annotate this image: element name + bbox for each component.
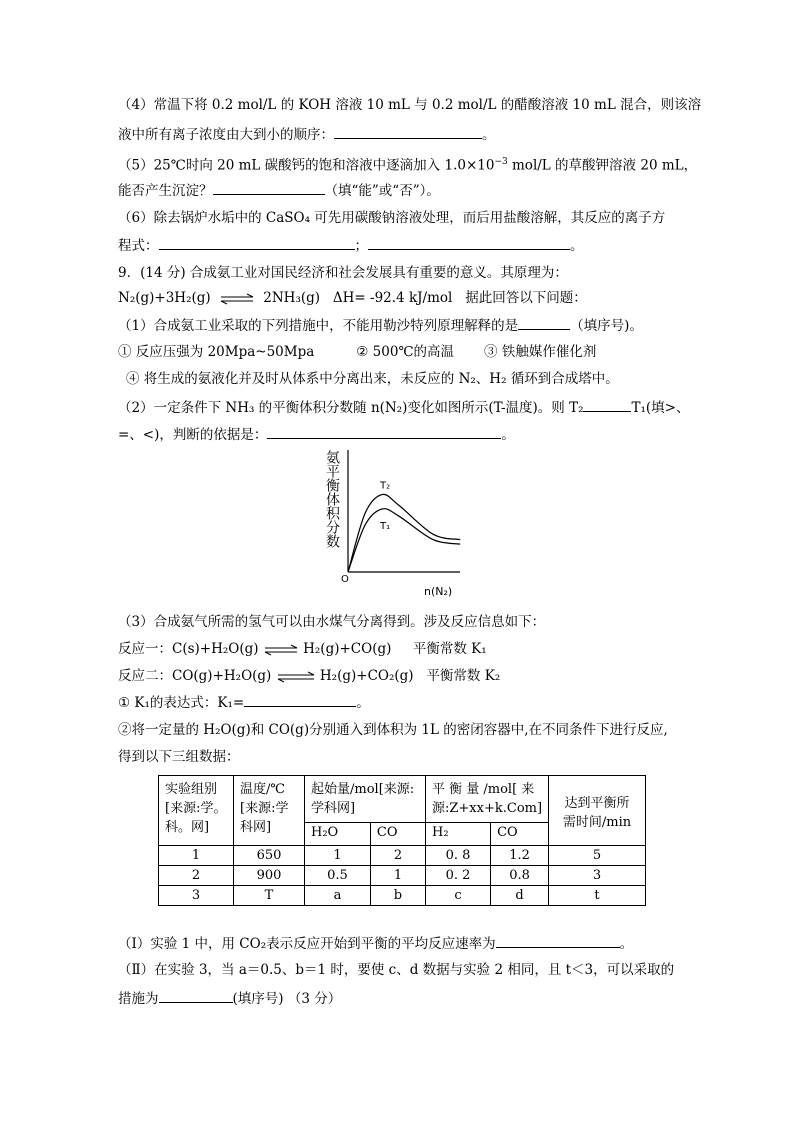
cell: 1 bbox=[370, 866, 425, 886]
q-ii-line1: （Ⅱ）在实验 3，当 a＝0.5、b＝1 时，要使 c、d 数据与实验 2 相同，且 t＜3，可以采取的 bbox=[118, 962, 675, 978]
header-time: 达到平衡所 需时间/min bbox=[549, 776, 646, 846]
p4-line1: （4）常温下将 0.2 mol/L 的 KOH 溶液 10 mL 与 0.2 mol/L 的醋酸溶液 10 mL 混合，则该溶 bbox=[118, 97, 702, 113]
answer-blank[interactable] bbox=[244, 692, 356, 707]
s3-part2-line1: ②将一定量的 H₂O(g)和 CO(g)分别通入到体积为 1L 的密闭容器中,在不同条件下进行反应, bbox=[118, 722, 668, 738]
q9-option4: ④ 将生成的氨液化并及时从体系中分离出来，未反应的 N₂、H₂ 循环到合成塔中。 bbox=[126, 371, 619, 387]
cell: c bbox=[426, 886, 491, 906]
series-label-t2: T₂ bbox=[380, 480, 391, 492]
cell: 900 bbox=[234, 866, 305, 886]
reaction-2: 反应二：CO(g)+H₂O(g) H₂(g)+CO₂(g) 平衡常数 K₂ bbox=[118, 668, 501, 684]
k1-expression: ① K₁的表达式：K₁= 。 bbox=[118, 692, 370, 713]
s3-part2-line2: 得到以下三组数据： bbox=[118, 749, 240, 765]
chart-ylabel: 氨平衡体积分数 bbox=[324, 450, 340, 548]
header-temp: 温度/℃ [来源:学 科网] bbox=[234, 776, 305, 846]
table-row bbox=[159, 846, 646, 866]
q9-s2a: （2）一定条件下 NH₃ 的平衡体积分数随 n(N₂)变化如图所示(T-温度)。则 T₂ T₁(填>、 bbox=[118, 397, 689, 418]
cell: t bbox=[549, 886, 646, 906]
cell: 650 bbox=[234, 846, 305, 866]
cell: 0.8 bbox=[491, 866, 549, 886]
nh3-fraction-chart bbox=[318, 448, 478, 600]
cell: b bbox=[370, 886, 425, 906]
equilibrium-arrow-icon bbox=[263, 644, 299, 656]
cell: 5 bbox=[549, 846, 646, 866]
series-line-t1 bbox=[348, 509, 460, 572]
p6-line1: （6）除去锅炉水垢中的 CaSO₄ 可先用碳酸钠溶液处理，而后用盐酸溶解，其反应的离子方 bbox=[118, 210, 666, 226]
cell: 0. 2 bbox=[426, 866, 491, 886]
cell: 1 bbox=[305, 846, 371, 866]
answer-blank[interactable] bbox=[368, 235, 570, 250]
answer-blank[interactable] bbox=[267, 424, 501, 439]
s3-intro: （3）合成氨气所需的氢气可以由水煤气分离得到。涉及反应信息如下： bbox=[118, 614, 546, 630]
cell: d bbox=[491, 886, 549, 906]
reaction-1: 反应一：C(s)+H₂O(g) H₂(g)+CO(g) 平衡常数 K₁ bbox=[118, 641, 487, 657]
q9-s2b: =、<)，判断的依据是： 。 bbox=[118, 424, 515, 445]
header-group: 实验组别 [来源:学。 科。网] bbox=[159, 776, 234, 846]
q9-equation: N₂(g)+3H₂(g) 2NH₃(g) ΔH= -92.4 kJ/mol 据此回答以下问题： bbox=[118, 290, 587, 306]
answer-blank[interactable] bbox=[518, 315, 570, 330]
header-start: 起始量/mol[来源: 学科网] bbox=[305, 776, 426, 823]
answer-blank[interactable] bbox=[583, 397, 631, 412]
p6-line2: 程式： ； 。 bbox=[118, 235, 584, 256]
answer-blank[interactable] bbox=[334, 124, 482, 139]
q9-title: 9．(14 分) 合成氨工业对国民经济和社会发展具有重要的意义。其原理为： bbox=[118, 265, 568, 281]
q-i: （Ⅰ）实验 1 中，用 CO₂表示反应开始到平衡的平均反应速率为 。 bbox=[118, 933, 633, 954]
q-ii-line2: 措施为 (填序号) （3 分） bbox=[118, 988, 341, 1009]
series-label-t1: T₁ bbox=[380, 521, 391, 532]
answer-blank[interactable] bbox=[496, 933, 620, 948]
chart-xlabel: n(N₂) bbox=[424, 585, 453, 598]
cell: T bbox=[234, 886, 305, 906]
origin-label: O bbox=[341, 574, 349, 585]
p4-line2: 液中所有离子浓度由大到小的顺序： 。 bbox=[118, 124, 496, 145]
cell: 2 bbox=[370, 846, 425, 866]
cell: 3 bbox=[549, 866, 646, 886]
header-equilibrium: 平 衡 量 /mol[ 来 源:Z+xx+k.Com] bbox=[426, 776, 549, 823]
cell: 3 bbox=[159, 886, 234, 906]
table-row bbox=[159, 866, 646, 886]
experiment-table bbox=[158, 775, 646, 906]
cell: 1.2 bbox=[491, 846, 549, 866]
answer-blank[interactable] bbox=[213, 180, 325, 195]
equilibrium-arrow-icon bbox=[219, 293, 255, 305]
p5-line1: （5）25℃时向 20 mL 碳酸钙的饱和溶液中逐滴加入 $1.0\times 10^{-3}$ mol/L 的草酸钾溶液 20 mL， bbox=[118, 157, 698, 174]
subheader-h2o: H₂O bbox=[305, 823, 371, 846]
cell: 2 bbox=[159, 866, 234, 886]
q9-s1: （1）合成氨工业采取的下列措施中，不能用勒沙特列原理解释的是 （填序号)。 bbox=[118, 315, 643, 336]
p5-line2: 能否产生沉淀？ （填“能”或“否”）。 bbox=[118, 180, 440, 201]
series-line-t2 bbox=[348, 494, 460, 572]
cell: a bbox=[305, 886, 371, 906]
answer-blank[interactable] bbox=[159, 988, 233, 1003]
subheader-h2: H₂ bbox=[426, 823, 491, 846]
answer-blank[interactable] bbox=[159, 235, 355, 250]
table-row bbox=[159, 886, 646, 906]
subheader-co: CO bbox=[370, 823, 425, 846]
cell: 0.5 bbox=[305, 866, 371, 886]
q9-options: ① 反应压强为 20Mpa~50Mpa ② 500℃的高温 ③ 铁触媒作催化剂 bbox=[118, 344, 597, 360]
cell: 1 bbox=[159, 846, 234, 866]
subheader-co-eq: CO bbox=[491, 823, 549, 846]
cell: 0. 8 bbox=[426, 846, 491, 866]
equilibrium-arrow-icon bbox=[276, 671, 316, 683]
